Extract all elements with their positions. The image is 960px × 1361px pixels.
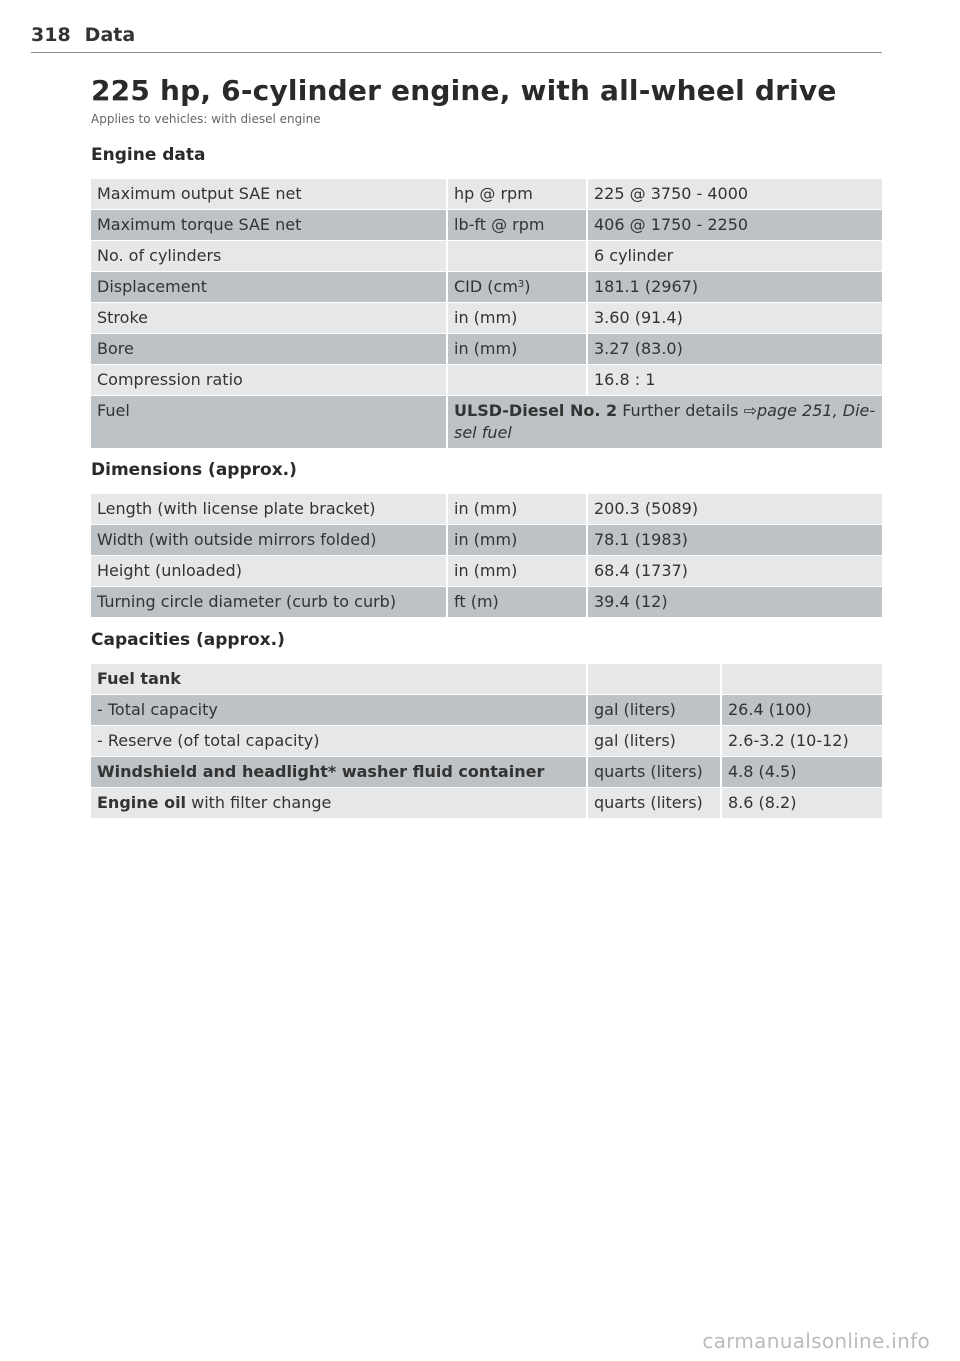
row-value: 3.60 (91.4) [587,303,882,334]
row-label: No. of cylinders [91,241,447,272]
row-value: 406 @ 1750 - 2250 [587,210,882,241]
table-row [91,695,882,726]
row-unit: gal (liters) [587,726,721,757]
row-value: 2.6-3.2 (10-12) [721,726,882,757]
row-label: Stroke [91,303,447,334]
unit-text: ) [524,277,531,296]
dimensions-table [91,494,882,618]
row-label: Turning circle diameter (curb to curb) [91,587,447,618]
row-value: 26.4 (100) [721,695,882,726]
row-unit: gal (liters) [587,695,721,726]
table-row [91,726,882,757]
row-unit: in (mm) [447,334,587,365]
fuel-type: ULSD-Diesel No. 2 [454,401,618,420]
row-value: 4.8 (4.5) [721,757,882,788]
table-row [91,494,882,525]
row-label: Compression ratio [91,365,447,396]
row-unit [587,664,721,695]
row-value: 78.1 (1983) [587,525,882,556]
row-unit: in (mm) [447,494,587,525]
row-value: 3.27 (83.0) [587,334,882,365]
table-row [91,272,882,303]
engine-data-table [91,179,882,449]
table-row-fuel [91,396,882,449]
fuel-details-text: Further details [617,401,744,420]
table-row [91,334,882,365]
row-unit: quarts (liters) [587,757,721,788]
table-row [91,241,882,272]
row-label: - Total capacity [91,695,587,726]
row-unit [447,365,587,396]
table-row [91,179,882,210]
row-unit: hp @ rpm [447,179,587,210]
row-value: 181.1 (2967) [587,272,882,303]
row-label: Height (unloaded) [91,556,447,587]
page-number: 318 [31,24,71,46]
table-row [91,556,882,587]
row-unit: in (mm) [447,303,587,334]
row-label: Bore [91,334,447,365]
fuel-tank-label: Fuel tank [91,664,587,695]
capacities-table [91,664,882,819]
row-value: 8.6 (8.2) [721,788,882,819]
unit-superscript: 3 [517,279,525,290]
row-value: 225 @ 3750 - 4000 [587,179,882,210]
page-reference-link-cont[interactable]: sel fuel [454,423,512,442]
table-row [91,664,882,695]
section-name: Data [84,24,136,46]
row-unit: in (mm) [447,556,587,587]
row-label [91,788,587,819]
row-value: 200.3 (5089) [587,494,882,525]
arrow-right-icon: ⇨ [743,401,757,420]
row-label: Displacement [91,272,447,303]
row-value: 16.8 : 1 [587,365,882,396]
unit-text: CID (cm [454,277,518,296]
table-row [91,525,882,556]
row-unit [447,272,587,303]
row-label: - Reserve (of total capacity) [91,726,587,757]
table-row [91,303,882,334]
watermark: carmanualsonline.info [702,1329,930,1353]
row-value [721,664,882,695]
table-row [91,587,882,618]
dimensions-heading: Dimensions (approx.) [91,460,297,480]
row-label: Fuel [91,396,447,449]
row-value: 6 cylinder [587,241,882,272]
row-value: 68.4 (1737) [587,556,882,587]
page-title: 225 hp, 6-cylinder engine, with all-wheel drive [91,74,837,107]
page-header [31,24,882,53]
row-label: Windshield and headlight* washer fluid container [91,757,587,788]
table-row [91,365,882,396]
table-row [91,210,882,241]
capacities-heading: Capacities (approx.) [91,630,285,650]
row-label: Width (with outside mirrors folded) [91,525,447,556]
row-unit: ft (m) [447,587,587,618]
page-reference-link[interactable]: page 251, Die- [757,401,876,420]
applies-to-note: Applies to vehicles: with diesel engine [91,112,321,126]
row-label: Maximum torque SAE net [91,210,447,241]
row-label: Maximum output SAE net [91,179,447,210]
row-unit: quarts (liters) [587,788,721,819]
row-unit: in (mm) [447,525,587,556]
engine-oil-label: Engine oil [97,793,187,812]
row-value: 39.4 (12) [587,587,882,618]
table-row [91,757,882,788]
engine-data-heading: Engine data [91,145,206,165]
table-row [91,788,882,819]
row-unit: lb-ft @ rpm [447,210,587,241]
row-label: Length (with license plate bracket) [91,494,447,525]
engine-oil-note: with filter change [186,793,332,812]
row-unit [447,241,587,272]
fuel-value [447,396,882,449]
